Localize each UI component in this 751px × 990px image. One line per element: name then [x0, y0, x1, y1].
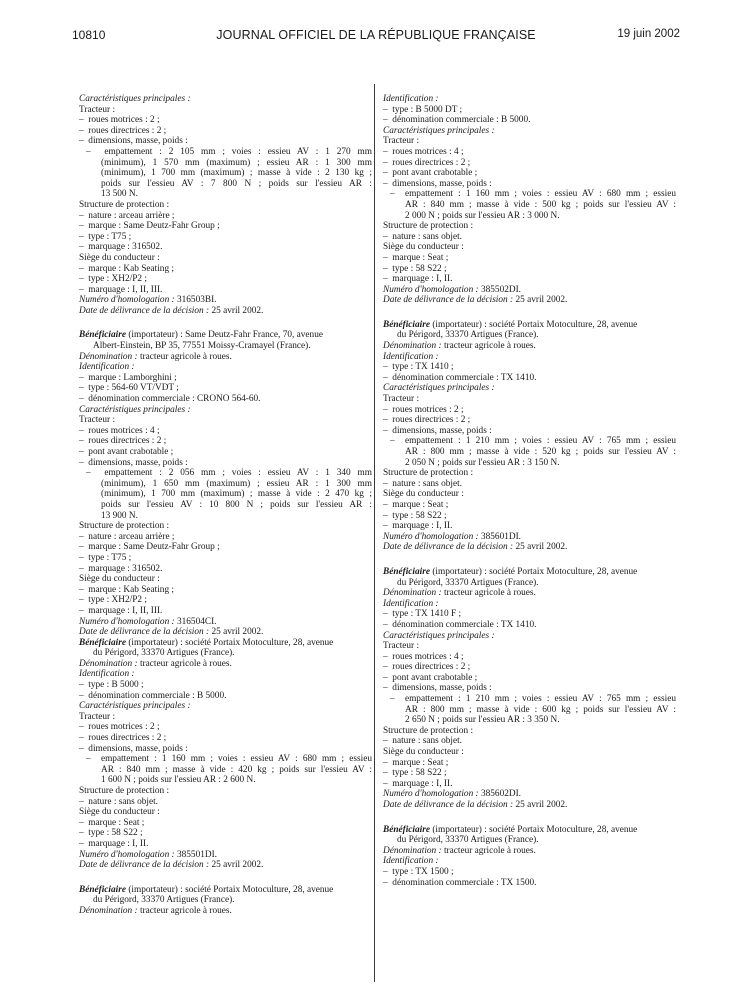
beneficiary-value: (importateur) : société Portaix Motoculture, 28, avenue — [430, 824, 638, 835]
sub-list-continuation: 13 900 N. — [101, 510, 138, 521]
field-value: 25 avril 2002. — [513, 800, 568, 810]
field-label: Dénomination : — [383, 341, 442, 352]
list-item: – type : TX 1410 F ; — [383, 609, 462, 620]
field-value: 25 avril 2002. — [209, 860, 264, 871]
list-item: – roues motrices : 4 ; — [383, 651, 464, 662]
field-label: Numéro d'homologation : — [79, 295, 175, 306]
list-item: – pont avant crabotable ; — [383, 672, 478, 683]
field-label: Dénomination : — [383, 845, 442, 856]
section-heading: Tracteur : — [79, 711, 116, 722]
list-item: – type : TX 1410 ; — [383, 362, 454, 373]
list-item: – marque : Seat ; — [383, 499, 449, 510]
section-heading: Siège du conducteur : — [383, 489, 464, 500]
list-item: – type : T75 ; — [79, 552, 132, 563]
field-line — [383, 341, 676, 352]
field-value: 25 avril 2002. — [209, 627, 264, 638]
list-item: – nature : arceau arrière ; — [79, 210, 175, 221]
beneficiary-value: (importateur) : société Portaix Motoculture, 28, avenue — [430, 566, 638, 577]
list-item: – type : B 5000 ; — [79, 680, 144, 691]
list-item: – dénomination commerciale : B 5000. — [383, 115, 531, 126]
list-item: – type : 58 S22 ; — [383, 263, 447, 274]
beneficiary-line — [79, 638, 372, 649]
field-label: Date de délivrance de la décision : — [383, 542, 514, 553]
section-heading: Siège du conducteur : — [79, 574, 160, 585]
sub-list-continuation: 2 000 N ; poids sur l'essieu AR : 3 000 N. — [405, 210, 560, 221]
list-item: – type : XH2/P2 ; — [79, 595, 147, 606]
beneficiary-label: Bénéficiaire — [79, 637, 126, 648]
list-item: – type : TX 1500 ; — [383, 866, 454, 877]
field-label: Date de délivrance de la décision : — [383, 295, 514, 306]
section-heading: Structure de protection : — [79, 786, 170, 796]
list-item: – roues motrices : 4 ; — [79, 425, 160, 436]
beneficiary-line — [383, 567, 676, 578]
field-label: Date de délivrance de la décision : — [383, 800, 514, 810]
sub-list-item: – empattement : 1 210 mm ; voies : essieu AV : 765 mm ; essieu — [390, 436, 676, 447]
sub-list-item: – empattement : 2 056 mm ; voies : essieu AV : 1 340 mm — [86, 468, 372, 479]
sub-list-continuation: 2 050 N ; poids sur l'essieu AR : 3 150 N. — [405, 457, 560, 468]
sub-list-continuation: poids sur l'essieu AV : 7 800 N ; poids sur l'essieu AR : — [101, 178, 372, 189]
field-line — [79, 850, 372, 861]
field-label: Dénomination : — [383, 588, 442, 599]
list-item: – nature : sans objet. — [383, 736, 463, 747]
list-item: – roues motrices : 2 ; — [79, 722, 160, 733]
field-label: Numéro d'homologation : — [383, 531, 479, 542]
spacer — [383, 306, 676, 320]
beneficiary-label: Bénéficiaire — [383, 566, 430, 577]
list-item: – type : XH2/P2 ; — [79, 274, 147, 285]
list-item: – marquage : I, II, III. — [79, 284, 163, 295]
sub-list-item: – empattement : 1 160 mm ; voies : essieu AV : 680 mm ; essieu — [86, 754, 372, 765]
field-line — [79, 306, 372, 317]
section-heading: Structure de protection : — [383, 221, 474, 232]
section-heading: Tracteur : — [383, 136, 420, 147]
list-item: – dimensions, masse, poids : — [79, 457, 188, 468]
list-item: – nature : sans objet. — [79, 796, 159, 807]
sub-list-item: – empattement : 2 105 mm ; voies : essieu AV : 1 270 mm — [86, 146, 372, 157]
list-item: – dimensions, masse, poids : — [383, 425, 492, 436]
field-value: tracteur agricole à roues. — [441, 845, 536, 856]
list-item: – marquage : I, II. — [79, 838, 149, 849]
field-value: tracteur agricole à roues. — [137, 351, 232, 362]
list-item: – roues directrices : 2 ; — [79, 436, 167, 447]
field-line — [383, 588, 676, 599]
list-item: – type : T75 ; — [79, 231, 132, 242]
beneficiary-value: (importateur) : société Portaix Motoculture, 28, avenue — [430, 319, 638, 330]
section-heading: Tracteur : — [383, 394, 420, 405]
left-column — [79, 94, 372, 917]
list-item: – dénomination commerciale : CRONO 564-60. — [79, 394, 261, 405]
field-label: Numéro d'homologation : — [79, 616, 175, 627]
field-value: 385601DI. — [478, 531, 522, 542]
list-item: – type : 58 S22 ; — [79, 828, 143, 839]
field-line — [383, 800, 676, 811]
list-item: – roues directrices : 2 ; — [383, 662, 471, 673]
sub-list-continuation: 13 500 N. — [101, 189, 138, 200]
field-line — [79, 295, 372, 306]
field-value: tracteur agricole à roues. — [441, 341, 536, 352]
list-item: – dénomination commerciale : B 5000. — [79, 690, 227, 701]
beneficiary-value: (importateur) : Same Deutz-Fahr France, 70, avenue — [126, 330, 323, 341]
beneficiary-address: du Périgord, 33370 Artigues (France). — [397, 835, 539, 846]
list-item: – marque : Seat ; — [383, 252, 449, 263]
beneficiary-address: Albert-Einstein, BP 35, 77551 Moissy-Cramayel (France). — [93, 341, 311, 352]
list-item: – roues motrices : 4 ; — [383, 146, 464, 157]
page-header — [72, 28, 680, 48]
sub-list-continuation: 1 600 N ; poids sur l'essieu AR : 2 600 N. — [101, 775, 256, 786]
sub-list-item: – empattement : 1 160 mm ; voies : essieu AV : 680 mm ; essieu — [390, 189, 676, 200]
list-item: – marque : Kab Seating ; — [79, 263, 175, 274]
beneficiary-label: Bénéficiaire — [79, 884, 126, 895]
list-item: – nature : arceau arrière ; — [79, 531, 175, 542]
spacer — [383, 553, 676, 567]
list-item: – marque : Same Deutz-Fahr Group ; — [79, 542, 220, 553]
field-line — [383, 542, 676, 553]
list-item: – dimensions, masse, poids : — [383, 683, 492, 694]
field-line: Identification : — [79, 362, 135, 373]
section-heading: Siège du conducteur : — [79, 807, 160, 818]
field-value: 25 avril 2002. — [513, 295, 568, 306]
field-line — [383, 846, 676, 857]
field-label: Date de délivrance de la décision : — [79, 305, 210, 316]
list-item: – roues directrices : 2 ; — [383, 157, 471, 168]
beneficiary-line — [79, 885, 372, 896]
page-number: 10810 — [72, 28, 106, 42]
field-label: Numéro d'homologation : — [79, 849, 175, 860]
field-line: Identification : — [79, 669, 135, 680]
list-item: – pont avant crabotable ; — [79, 447, 174, 457]
section-heading: Structure de protection : — [383, 725, 474, 736]
field-value: tracteur agricole à roues. — [441, 588, 536, 599]
beneficiary-address: du Périgord, 33370 Artigues (France). — [397, 577, 539, 588]
field-line — [79, 659, 372, 670]
beneficiary-line — [383, 825, 676, 836]
field-line — [79, 906, 372, 917]
section-heading: Siège du conducteur : — [383, 242, 464, 253]
beneficiary-label: Bénéficiaire — [79, 330, 126, 341]
list-item: – marquage : 316502. — [79, 242, 163, 253]
list-item: – marque : Seat ; — [383, 757, 449, 768]
list-item: – nature : sans objet. — [383, 231, 463, 242]
field-line — [79, 627, 372, 638]
field-line: Identification : — [383, 856, 439, 867]
sub-list-continuation: AR : 800 mm ; masse à vide : 520 kg ; poids sur l'essieu AV : — [405, 447, 676, 457]
spacer — [383, 811, 676, 825]
sub-list-continuation: AR : 800 mm ; masse à vide : 600 kg ; poids sur l'essieu AV : — [405, 704, 676, 715]
field-label: Date de délivrance de la décision : — [79, 627, 210, 638]
section-heading: Structure de protection : — [383, 468, 474, 479]
sub-list-continuation: AR : 840 mm ; masse à vide : 500 kg ; poids sur l'essieu AV : — [405, 199, 676, 210]
field-line: Caractéristiques principales : — [79, 94, 191, 104]
list-item: – dénomination commerciale : TX 1500. — [383, 877, 537, 888]
list-item: – dénomination commerciale : TX 1410. — [383, 619, 537, 630]
sub-list-item: – empattement : 1 210 mm ; voies : essieu AV : 765 mm ; essieu — [390, 694, 676, 705]
field-value: 385602DI. — [478, 789, 522, 800]
section-heading: Tracteur : — [79, 415, 116, 426]
field-label: Dénomination : — [79, 905, 138, 916]
list-item: – pont avant crabotable ; — [383, 168, 478, 179]
field-value: tracteur agricole à roues. — [137, 658, 232, 669]
field-value: 316503BI. — [174, 295, 217, 306]
list-item: – marque : Seat ; — [79, 817, 145, 828]
list-item: – dimensions, masse, poids : — [79, 136, 188, 147]
field-value: tracteur agricole à roues. — [137, 905, 232, 916]
field-label: Numéro d'homologation : — [383, 789, 479, 800]
sub-list-continuation: 2 650 N ; poids sur l'essieu AR : 3 350 N. — [405, 715, 560, 726]
field-value: 25 avril 2002. — [209, 305, 264, 316]
section-heading: Siège du conducteur : — [79, 252, 160, 263]
field-value: 25 avril 2002. — [513, 542, 568, 553]
list-item: – marque : Same Deutz-Fahr Group ; — [79, 221, 220, 232]
field-line — [383, 532, 676, 543]
field-label: Date de délivrance de la décision : — [79, 860, 210, 871]
section-heading: Structure de protection : — [79, 199, 170, 210]
list-item: – nature : sans objet. — [383, 478, 463, 489]
list-item: – marquage : I, II. — [383, 521, 453, 532]
field-label: Numéro d'homologation : — [383, 284, 479, 295]
spacer — [79, 871, 372, 885]
spacer — [79, 316, 372, 330]
field-line — [79, 860, 372, 871]
field-value: 316504CI. — [174, 616, 217, 627]
list-item: – type : 58 S22 ; — [383, 768, 447, 779]
sub-list-continuation: (minimum), 1 570 mm (maximum) ; essieu AR : 1 300 mm — [101, 157, 372, 168]
field-line: Caractéristiques principales : — [79, 404, 191, 415]
list-item: – type : B 5000 DT ; — [383, 104, 463, 115]
field-line — [79, 352, 372, 363]
sub-list-continuation: (minimum), 1 700 mm (maximum) ; masse à vide : 2 130 kg ; — [101, 168, 372, 179]
beneficiary-address: du Périgord, 33370 Artigues (France). — [93, 648, 235, 659]
beneficiary-address: du Périgord, 33370 Artigues (France). — [397, 330, 539, 341]
beneficiary-line — [79, 330, 372, 341]
list-item: – roues motrices : 2 ; — [79, 115, 160, 126]
list-item: – marquage : I, II. — [383, 778, 453, 789]
beneficiary-label: Bénéficiaire — [383, 824, 430, 835]
list-item: – marquage : 316502. — [79, 563, 163, 574]
journal-title: JOURNAL OFFICIEL DE LA RÉPUBLIQUE FRANÇAISE — [216, 28, 536, 42]
beneficiary-address: du Périgord, 33370 Artigues (France). — [93, 895, 235, 906]
beneficiary-value: (importateur) : société Portaix Motoculture, 28, avenue — [126, 884, 334, 895]
sub-list-continuation: (minimum), 1 650 mm (maximum) ; essieu AR : 1 300 mm — [101, 478, 372, 489]
list-item: – dimensions, masse, poids : — [79, 743, 188, 754]
field-line — [79, 617, 372, 628]
section-heading: Siège du conducteur : — [383, 747, 464, 758]
publication-date: 19 juin 2002 — [617, 28, 680, 40]
field-line: Caractéristiques principales : — [383, 383, 495, 394]
field-line — [383, 789, 676, 800]
sub-list-continuation: (minimum), 1 700 mm (maximum) ; masse à vide : 2 470 kg ; — [101, 489, 372, 500]
right-column — [383, 94, 676, 888]
list-item: – roues directrices : 2 ; — [79, 733, 167, 744]
list-item: – dénomination commerciale : TX 1410. — [383, 372, 537, 383]
list-item: – roues directrices : 2 ; — [383, 415, 471, 426]
field-line: Caractéristiques principales : — [383, 630, 495, 641]
field-line: Identification : — [383, 598, 439, 609]
sub-list-continuation: AR : 840 mm ; masse à vide : 420 kg ; poids sur l'essieu AV : — [101, 764, 372, 775]
column-divider — [374, 84, 375, 982]
field-value: 385501DI. — [174, 849, 218, 860]
field-line: Identification : — [383, 94, 439, 104]
list-item: – marquage : I, II, III. — [79, 605, 163, 616]
field-line — [383, 295, 676, 306]
list-item: – type : 564-60 VT/VDT ; — [79, 383, 179, 394]
beneficiary-value: (importateur) : société Portaix Motoculture, 28, avenue — [126, 637, 334, 648]
list-item: – marque : Lamborghini ; — [79, 372, 177, 383]
beneficiary-label: Bénéficiaire — [383, 319, 430, 330]
field-line — [383, 285, 676, 296]
field-line: Identification : — [383, 351, 439, 362]
field-line: Caractéristiques principales : — [79, 701, 191, 712]
list-item: – marque : Kab Seating ; — [79, 584, 175, 595]
field-label: Dénomination : — [79, 658, 138, 669]
section-heading: Structure de protection : — [79, 521, 170, 532]
list-item: – marquage : I, II. — [383, 274, 453, 285]
field-value: 385502DI. — [478, 284, 522, 295]
section-heading: Tracteur : — [383, 641, 420, 652]
list-item: – type : 58 S22 ; — [383, 510, 447, 521]
section-heading: Tracteur : — [79, 104, 116, 115]
list-item: – roues directrices : 2 ; — [79, 125, 167, 136]
sub-list-continuation: poids sur l'essieu AV : 10 800 N ; poids sur l'essieu AR : — [101, 499, 372, 510]
beneficiary-line — [383, 320, 676, 331]
list-item: – roues motrices : 2 ; — [383, 404, 464, 415]
field-label: Dénomination : — [79, 351, 138, 362]
field-line: Caractéristiques principales : — [383, 125, 495, 136]
list-item: – dimensions, masse, poids : — [383, 178, 492, 189]
